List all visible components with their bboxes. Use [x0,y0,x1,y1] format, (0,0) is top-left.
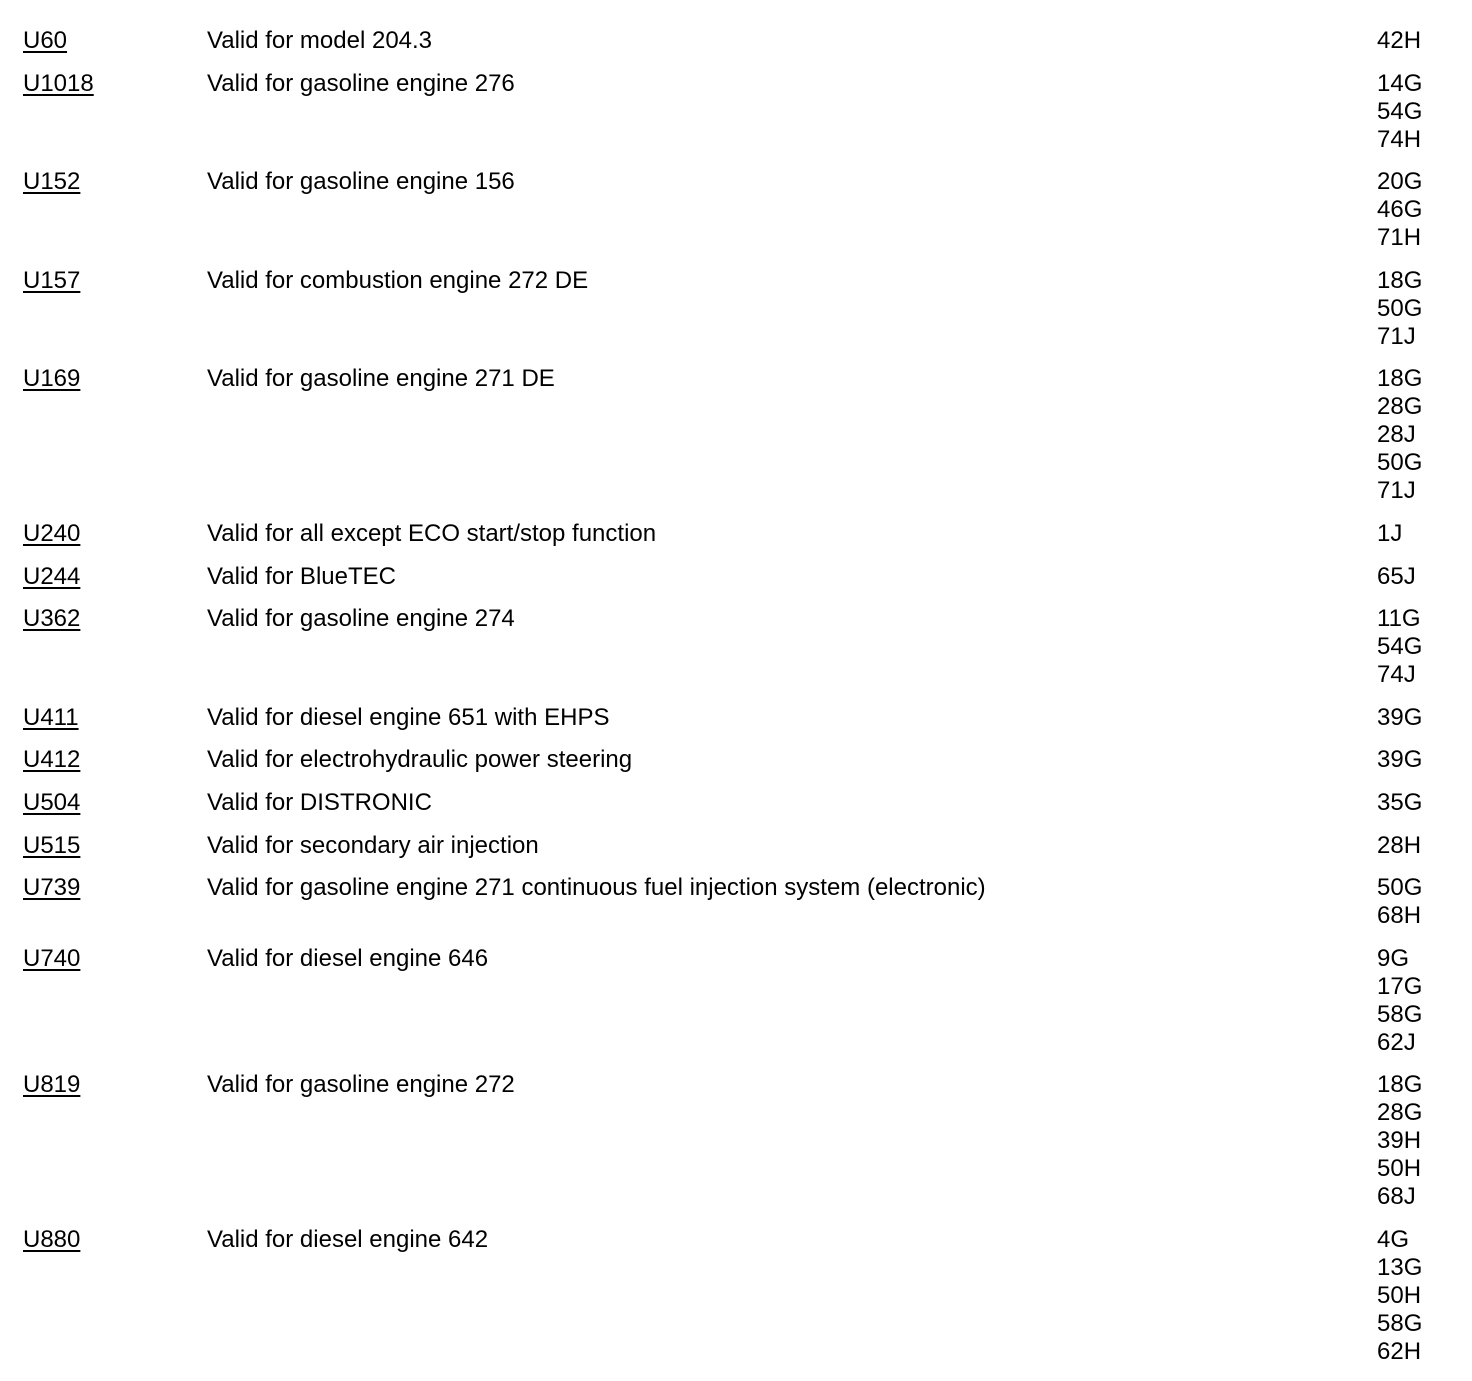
validity-description: Valid for diesel engine 651 with EHPS [207,703,610,731]
grid-reference: 74H [1377,125,1422,153]
grid-reference-list [1377,563,1443,591]
table-row [23,365,1443,505]
grid-reference-list [1377,27,1443,55]
grid-reference: 50H [1377,1155,1422,1183]
grid-reference: 39H [1377,1127,1422,1155]
validity-description: Valid for gasoline engine 271 DE [207,365,555,393]
table-row [23,874,1443,930]
validity-code-link[interactable]: U515 [23,831,81,859]
grid-reference-list [1377,832,1443,860]
grid-reference: 1J [1377,519,1403,547]
grid-reference: 58G [1377,1309,1423,1337]
validity-code-link[interactable]: U739 [23,874,81,902]
grid-reference: 9G [1377,944,1410,972]
validity-code-link[interactable]: U1018 [23,69,94,97]
grid-reference: 62J [1377,1028,1416,1056]
validity-description: Valid for gasoline engine 271 continuous fuel injection system (electronic) [207,874,986,902]
grid-reference-list [1377,365,1443,505]
table-row [23,832,1443,860]
validity-code-link[interactable]: U362 [23,605,81,633]
grid-reference-list [1377,874,1443,930]
grid-reference-list [1377,945,1443,1057]
grid-reference-list [1377,70,1443,154]
grid-reference: 28G [1377,393,1423,421]
grid-reference: 71J [1377,477,1416,505]
validity-code-link[interactable]: U412 [23,746,81,774]
table-row [23,789,1443,817]
validity-code-link[interactable]: U157 [23,266,81,294]
table-row [23,267,1443,351]
grid-reference: 68J [1377,1183,1416,1211]
grid-reference: 18G [1377,1071,1423,1099]
grid-reference-list [1377,1226,1443,1366]
table-row [23,1226,1443,1366]
validity-code-table [23,27,1443,1381]
validity-description: Valid for model 204.3 [207,27,433,54]
grid-reference: 50G [1377,294,1423,322]
grid-reference: 71H [1377,224,1422,252]
grid-reference: 62H [1377,1337,1422,1365]
grid-reference: 11G [1377,605,1421,633]
validity-code-link[interactable]: U819 [23,1071,81,1099]
validity-description: Valid for BlueTEC [207,562,396,590]
grid-reference: 54G [1377,97,1423,125]
validity-description: Valid for gasoline engine 272 [207,1071,515,1099]
table-row [23,27,1443,55]
validity-description: Valid for diesel engine 646 [207,944,489,972]
validity-code-link[interactable]: U244 [23,562,81,590]
grid-reference: 58G [1377,1000,1423,1028]
grid-reference-list [1377,267,1443,351]
grid-reference: 13G [1377,1253,1423,1281]
grid-reference: 54G [1377,633,1423,661]
table-row [23,563,1443,591]
table-row [23,520,1443,548]
grid-reference: 28H [1377,831,1422,859]
grid-reference: 39G [1377,703,1423,731]
grid-reference: 50G [1377,449,1423,477]
validity-description: Valid for diesel engine 642 [207,1225,489,1253]
grid-reference: 28G [1377,1099,1423,1127]
table-row [23,70,1443,154]
validity-code-link[interactable]: U411 [23,703,79,731]
grid-reference: 68H [1377,902,1422,930]
validity-code-link[interactable]: U504 [23,788,81,816]
grid-reference-list [1377,704,1443,732]
grid-reference: 28J [1377,421,1416,449]
grid-reference-list [1377,746,1443,774]
table-row [23,605,1443,689]
grid-reference-list [1377,520,1443,548]
grid-reference: 39G [1377,746,1423,774]
validity-description: Valid for secondary air injection [207,831,539,859]
grid-reference: 18G [1377,365,1423,393]
grid-reference-list [1377,605,1443,689]
grid-reference: 46G [1377,196,1423,224]
grid-reference-list [1377,789,1443,817]
grid-reference: 65J [1377,562,1416,590]
grid-reference: 42H [1377,27,1422,54]
grid-reference: 50G [1377,874,1423,902]
validity-description: Valid for gasoline engine 274 [207,605,515,633]
grid-reference: 20G [1377,168,1423,196]
grid-reference-list [1377,1071,1443,1211]
validity-code-link[interactable]: U152 [23,168,81,196]
grid-reference: 74J [1377,661,1416,689]
grid-reference: 35G [1377,788,1423,816]
grid-reference: 17G [1377,972,1423,1000]
validity-code-link[interactable]: U880 [23,1225,81,1253]
validity-code-link[interactable]: U169 [23,365,81,393]
grid-reference: 4G [1377,1225,1410,1253]
grid-reference: 71J [1377,322,1416,350]
table-row [23,945,1443,1057]
validity-description: Valid for DISTRONIC [207,788,432,816]
validity-description: Valid for gasoline engine 156 [207,168,515,196]
table-row [23,704,1443,732]
grid-reference: 50H [1377,1281,1422,1309]
validity-description: Valid for all except ECO start/stop function [207,519,657,547]
validity-description: Valid for electrohydraulic power steering [207,746,633,774]
validity-code-link[interactable]: U740 [23,944,81,972]
table-row [23,168,1443,252]
table-row [23,746,1443,774]
table-row [23,1071,1443,1211]
validity-code-link[interactable]: U60 [23,27,68,54]
grid-reference-list [1377,168,1443,252]
grid-reference: 18G [1377,266,1423,294]
validity-code-link[interactable]: U240 [23,519,81,547]
validity-description: Valid for gasoline engine 276 [207,69,515,97]
validity-description: Valid for combustion engine 272 DE [207,266,589,294]
grid-reference: 14G [1377,69,1423,97]
